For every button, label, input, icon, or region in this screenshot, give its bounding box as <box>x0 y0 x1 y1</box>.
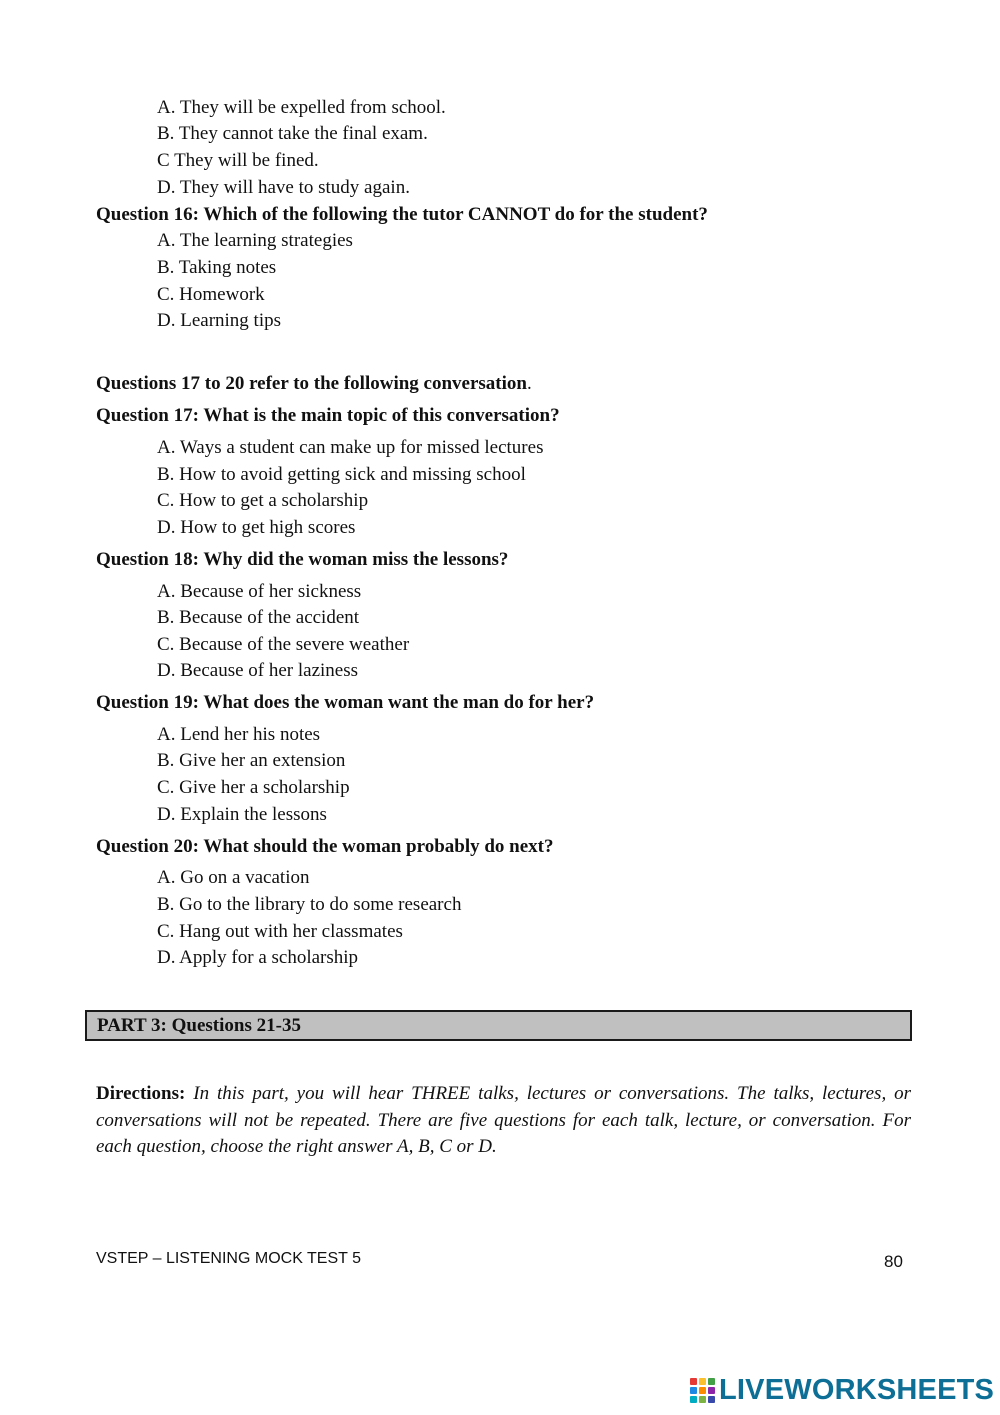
question-19: Question 19: What does the woman want the man do for her? <box>96 692 595 713</box>
q15-option-b[interactable]: B. They cannot take the final exam. <box>157 123 428 144</box>
brand-name: LIVEWORKSHEETS <box>719 1373 995 1406</box>
q15-option-c[interactable]: C They will be fined. <box>157 150 319 171</box>
q19-option-d[interactable]: D. Explain the lessons <box>157 804 327 825</box>
q18-option-b[interactable]: B. Because of the accident <box>157 607 360 628</box>
brand-tile <box>699 1396 706 1403</box>
brand-tile <box>708 1378 715 1385</box>
brand-tile <box>690 1387 697 1394</box>
question-18: Question 18: Why did the woman miss the lessons? <box>96 549 509 570</box>
q20-option-d[interactable]: D. Apply for a scholarship <box>157 947 359 968</box>
brand-tile <box>690 1378 697 1385</box>
q19-option-a[interactable]: A. Lend her his notes <box>157 724 321 745</box>
q17-option-b[interactable]: B. How to avoid getting sick and missing school <box>157 464 526 485</box>
q19-option-c[interactable]: C. Give her a scholarship <box>157 777 350 798</box>
question-16: Question 16: Which of the following the tutor CANNOT do for the student? <box>96 204 708 225</box>
question-20: Question 20: What should the woman probably do next? <box>96 836 554 857</box>
directions <box>96 1081 911 1161</box>
q16-option-c[interactable]: C. Homework <box>157 284 265 305</box>
q18-option-c[interactable]: C. Because of the severe weather <box>157 634 410 655</box>
page-number: 80 <box>884 1252 903 1271</box>
directions-text: In this part, you will hear THREE talks, lectures or conversations. The talks, lectures, or conversations will not be repeated. There are five questions for each talk, lecture, or conversation. For each question, choose the right answer A, B, C or D. <box>96 1083 911 1157</box>
section-intro-text: Questions 17 to 20 refer to the following conversation <box>96 373 527 394</box>
q15-option-a[interactable]: A. They will be expelled from school. <box>157 97 446 118</box>
part3-title: PART 3: Questions 21-35 <box>97 1015 301 1036</box>
brand-tiles-icon <box>690 1378 715 1403</box>
brand-tile <box>708 1387 715 1394</box>
footer-test-title: VSTEP – LISTENING MOCK TEST 5 <box>96 1250 361 1267</box>
q17-option-d[interactable]: D. How to get high scores <box>157 517 356 538</box>
q16-option-a[interactable]: A. The learning strategies <box>157 230 353 251</box>
q17-option-c[interactable]: C. How to get a scholarship <box>157 490 369 511</box>
q20-option-c[interactable]: C. Hang out with her classmates <box>157 921 403 942</box>
directions-label: Directions: <box>96 1083 186 1104</box>
brand-tile <box>699 1378 706 1385</box>
section-intro <box>96 372 532 396</box>
q20-option-b[interactable]: B. Go to the library to do some research <box>157 894 462 915</box>
q19-option-b[interactable]: B. Give her an extension <box>157 750 346 771</box>
q16-option-b[interactable]: B. Taking notes <box>157 257 277 278</box>
q17-option-a[interactable]: A. Ways a student can make up for missed lectures <box>157 437 544 458</box>
q16-option-d[interactable]: D. Learning tips <box>157 310 282 331</box>
q15-option-d[interactable]: D. They will have to study again. <box>157 177 410 198</box>
q18-option-a[interactable]: A. Because of her sickness <box>157 581 362 602</box>
question-17: Question 17: What is the main topic of this conversation? <box>96 405 560 426</box>
q18-option-d[interactable]: D. Because of her laziness <box>157 660 359 681</box>
brand-tile <box>690 1396 697 1403</box>
q20-option-a[interactable]: A. Go on a vacation <box>157 867 310 888</box>
liveworksheets-logo[interactable] <box>690 1374 994 1406</box>
part3-header <box>85 1010 912 1041</box>
brand-tile <box>708 1396 715 1403</box>
section-intro-period: . <box>526 373 532 394</box>
brand-tile <box>699 1387 706 1394</box>
